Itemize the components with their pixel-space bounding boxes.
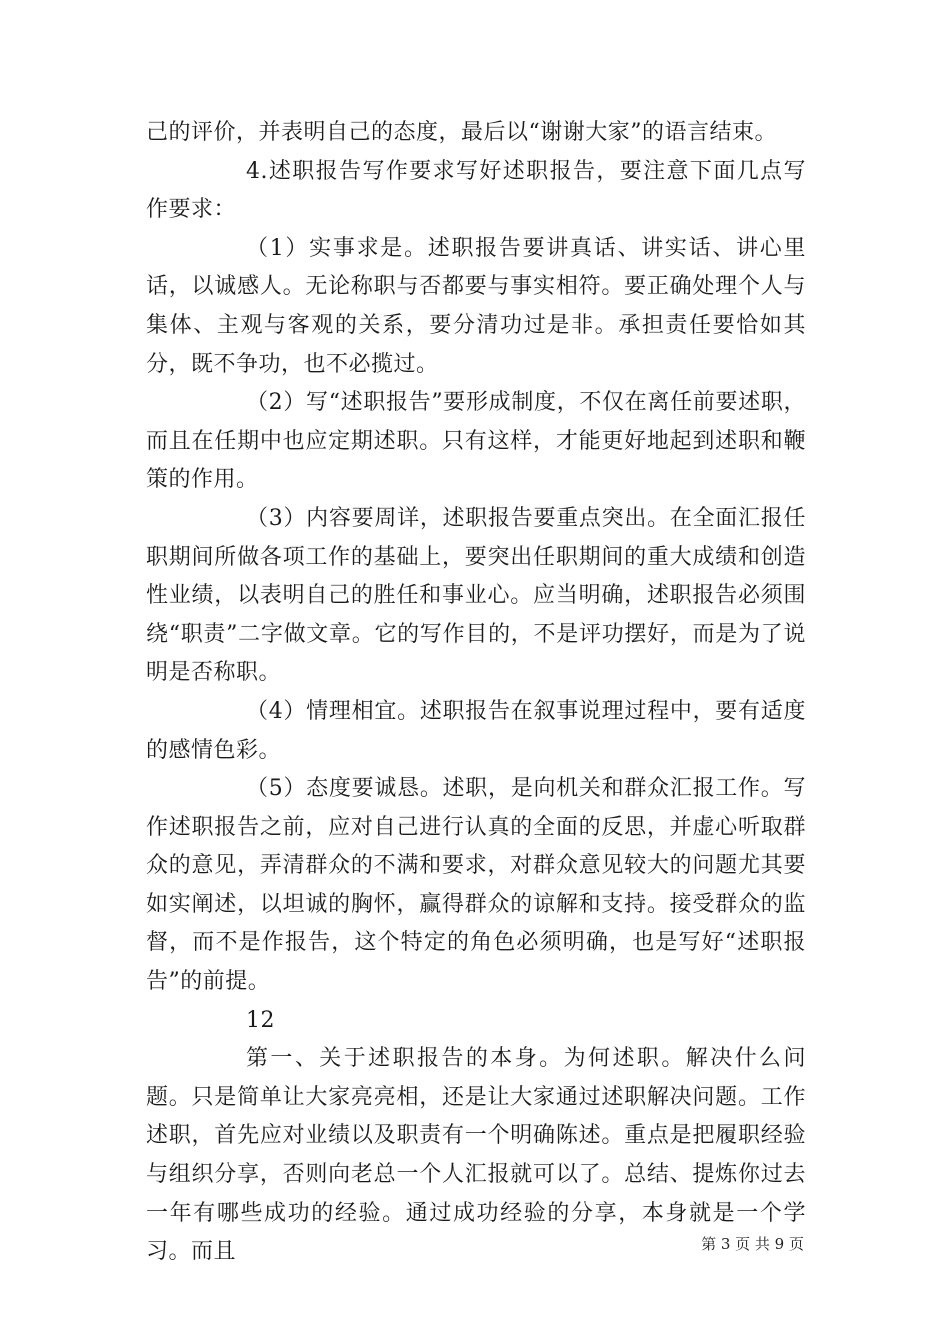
section-number: 12 [246,1007,275,1033]
paragraph-item-5: （5）态度要诚恳。述职，是向机关和群众汇报工作。写作述职报告之前，应对自己进行认真的全面的反思，并虚心听取群众的意见，弄清群众的不满和要求，对群众意见较大的问题尤其要如实阐述，以坦诚的胸怀，赢得群众的谅解和支持。接受群众的监督，而不是作报告，这个特定的角色必须明确，也是写好“述职报告”的前提。 [146,776,806,995]
paragraph-item-4: （4）情理相宜。述职报告在叙事说理过程中，要有适度的感情色彩。 [146,698,806,763]
document-body [146,114,806,1272]
paragraph-first-point: 第一、关于述职报告的本身。为何述职。解决什么问题。只是简单让大家亮亮相，还是让大家通过述职解决问题。工作述职，首先应对业绩以及职责有一个明确陈述。重点是把履职经验与组织分享，否则向老总一个人汇报就可以了。总结、提炼你过去一年有哪些成功的经验。通过成功经验的分享，本身就是一个学习。而且 [146,1046,806,1265]
paragraph-item-2: （2）写“述职报告”要形成制度，不仅在离任前要述职，而且在任期中也应定期述职。只有这样，才能更好地起到述职和鞭策的作用。 [146,390,806,493]
paragraph-item-1: （1）实事求是。述职报告要讲真话、讲实话、讲心里话，以诚感人。无论称职与否都要与事实相符。要正确处理个人与集体、主观与客观的关系，要分清功过是非。承担责任要恰如其分，既不争功，也不必揽过。 [146,235,806,377]
paragraph-continuation: 己的评价，并表明自己的态度，最后以“谢谢大家”的语言结束。 [146,120,777,145]
paragraph-writing-requirements: 4.述职报告写作要求写好述职报告，要注意下面几点写作要求： [146,158,806,223]
paragraph-item-3: （3）内容要周详，述职报告要重点突出。在全面汇报任职期间所做各项工作的基础上，要突出任职期间的重大成绩和创造性业绩，以表明自己的胜任和事业心。应当明确，述职报告必须围绕“职责”二字做文章。它的写作目的，不是评功摆好，而是为了说明是否称职。 [146,505,806,686]
page-number-footer: 第 3 页 共 9 页 [701,1235,804,1253]
